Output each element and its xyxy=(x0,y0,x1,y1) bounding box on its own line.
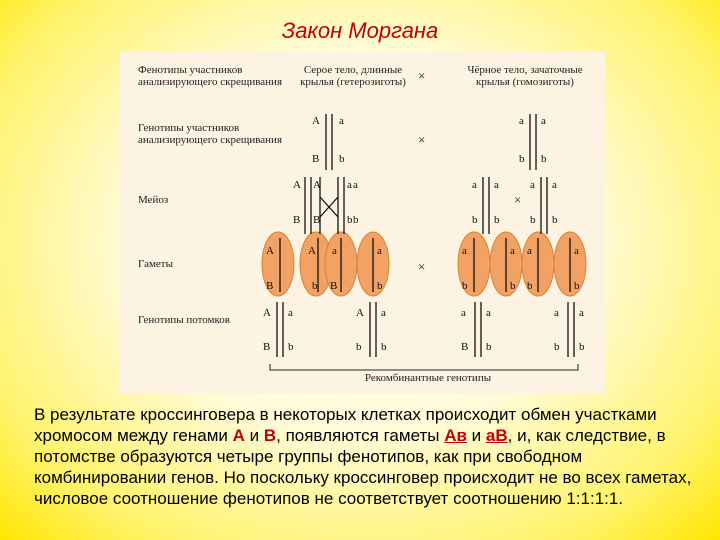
svg-text:b: b xyxy=(339,153,345,165)
cross-symbol: × xyxy=(514,192,522,207)
svg-text:B: B xyxy=(263,341,271,353)
svg-text:a: a xyxy=(462,245,467,257)
label-meiosis: Мейоз xyxy=(138,194,169,206)
svg-text:b: b xyxy=(353,214,359,226)
svg-text:a: a xyxy=(541,115,546,127)
cross-symbol: × xyxy=(418,259,426,274)
svg-text:a: a xyxy=(554,307,559,319)
recombinant-label: Рекомбинантные генотипы xyxy=(364,372,492,384)
svg-text:b: b xyxy=(381,341,387,353)
svg-text:b: b xyxy=(530,214,536,226)
svg-text:B: B xyxy=(266,280,274,292)
svg-text:A: A xyxy=(313,179,321,191)
diagram-svg xyxy=(120,52,605,394)
gene-B: В xyxy=(263,426,277,445)
svg-text:a: a xyxy=(579,307,584,319)
gamete-aB: аВ xyxy=(485,426,508,445)
svg-text:a: a xyxy=(461,307,466,319)
svg-text:b: b xyxy=(472,214,478,226)
caption-text: В результате кроссинговера в некоторых клетках происходит обмен участками хромосом между генами А и В, появляются гаметы Ав и аВ, и, как следствие, в потомстве образуются четыре группы фенотипов, как при свободном комбинировании генов. Но поскольку кроссинговер происходит не во всех гаметах, числовое соотношение фенотипов не соответствует соотношению 1:1:1:1. xyxy=(34,405,692,508)
label-gametes: Гаметы xyxy=(138,258,174,270)
parent2-phenotype: Чёрное тело, зачаточные крылья (гомозиготы) xyxy=(467,64,583,88)
morgan-diagram xyxy=(120,52,605,394)
svg-text:A: A xyxy=(312,115,320,127)
svg-text:a: a xyxy=(494,179,499,191)
svg-text:a: a xyxy=(347,179,352,191)
svg-text:B: B xyxy=(461,341,469,353)
svg-text:B: B xyxy=(312,153,320,165)
svg-text:B: B xyxy=(330,280,338,292)
svg-text:b: b xyxy=(347,214,353,226)
svg-text:a: a xyxy=(377,245,382,257)
gene-A: А xyxy=(232,426,245,445)
svg-text:a: a xyxy=(574,245,579,257)
svg-text:A: A xyxy=(356,307,364,319)
svg-text:a: a xyxy=(288,307,293,319)
svg-text:b: b xyxy=(377,280,383,292)
svg-text:A: A xyxy=(308,245,316,257)
page-title: Закон Моргана xyxy=(281,18,439,43)
svg-text:a: a xyxy=(552,179,557,191)
cross-symbol: × xyxy=(418,132,426,147)
svg-text:a: a xyxy=(519,115,524,127)
svg-text:A: A xyxy=(293,179,301,191)
svg-text:b: b xyxy=(519,153,525,165)
svg-text:a: a xyxy=(472,179,477,191)
svg-text:a: a xyxy=(510,245,515,257)
label-genotypes: Генотипы участников анализирующего скрещивания xyxy=(138,122,282,146)
svg-text:b: b xyxy=(541,153,547,165)
recombinant-bracket xyxy=(270,364,578,370)
svg-text:b: b xyxy=(510,280,516,292)
svg-text:b: b xyxy=(462,280,468,292)
parent1-phenotype: Серое тело, длинные крылья (гетерозиготы) xyxy=(300,64,406,88)
svg-text:b: b xyxy=(554,341,560,353)
label-offspring: Генотипы потомков xyxy=(138,314,231,326)
cross-symbol: × xyxy=(418,68,426,83)
svg-text:b: b xyxy=(288,341,294,353)
svg-text:B: B xyxy=(293,214,301,226)
label-phenotypes: Фенотипы участников анализирующего скрещивания xyxy=(138,64,282,88)
svg-text:a: a xyxy=(530,179,535,191)
svg-text:B: B xyxy=(313,214,321,226)
svg-text:a: a xyxy=(353,179,358,191)
svg-text:a: a xyxy=(381,307,386,319)
svg-text:a: a xyxy=(339,115,344,127)
svg-text:b: b xyxy=(494,214,500,226)
svg-text:b: b xyxy=(574,280,580,292)
svg-text:A: A xyxy=(266,245,274,257)
svg-text:b: b xyxy=(312,280,318,292)
svg-text:b: b xyxy=(486,341,492,353)
svg-text:b: b xyxy=(579,341,585,353)
svg-text:a: a xyxy=(332,245,337,257)
gamete-Ab: Ав xyxy=(444,426,467,445)
svg-text:a: a xyxy=(527,245,532,257)
svg-text:a: a xyxy=(486,307,491,319)
svg-text:b: b xyxy=(552,214,558,226)
svg-text:b: b xyxy=(527,280,533,292)
svg-text:b: b xyxy=(356,341,362,353)
svg-text:A: A xyxy=(263,307,271,319)
